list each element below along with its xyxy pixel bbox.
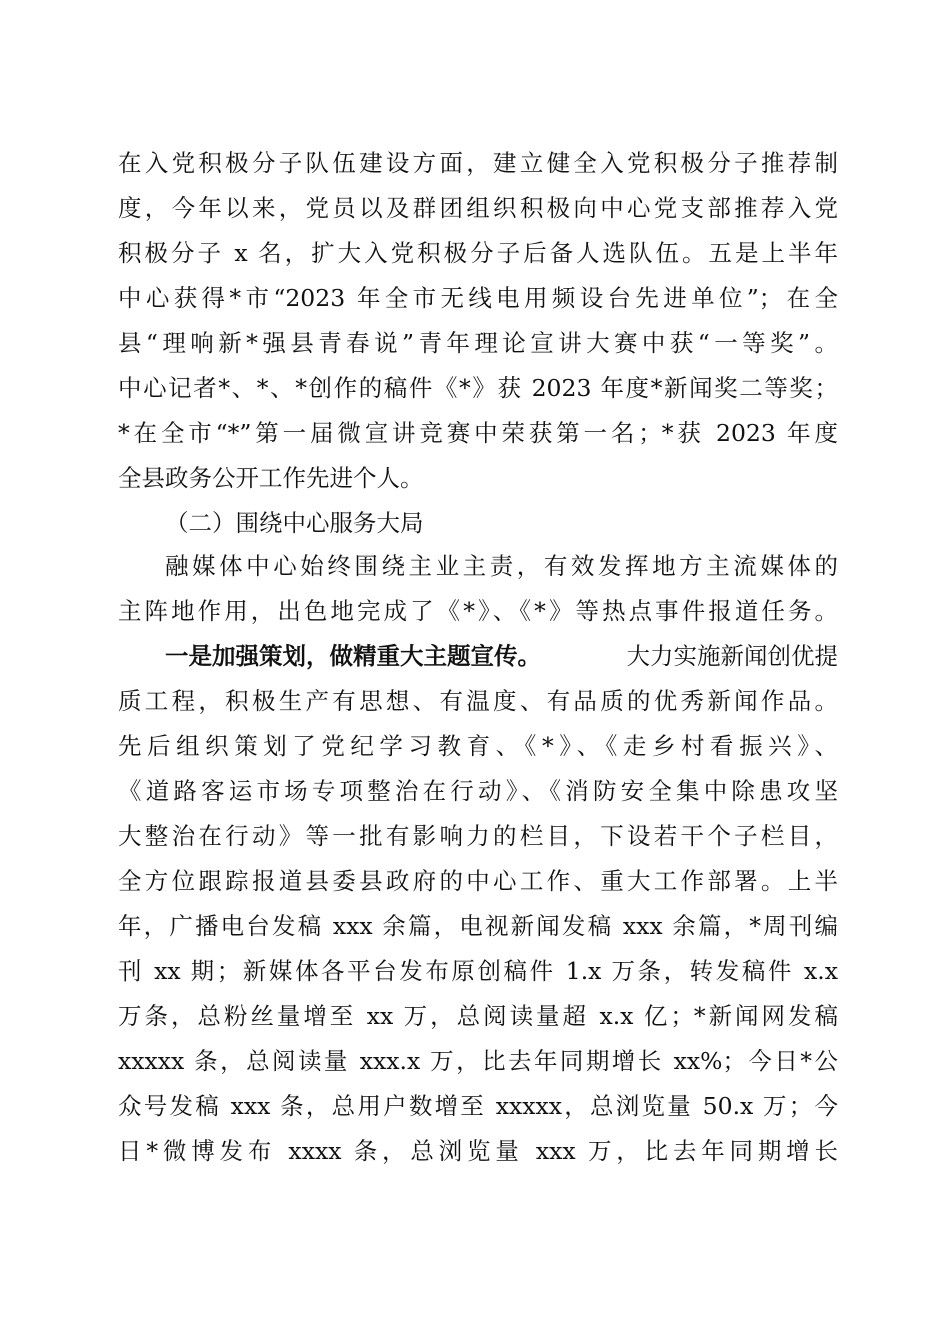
body-line: 全方位跟踪报道县委县政府的中心工作、重大工作部署。上半 [118, 867, 838, 895]
body-line: 在入党积极分子队伍建设方面，建立健全入党积极分子推荐制 [118, 149, 838, 177]
body-line: 度，今年以来，党员以及群团组织积极向中心党支部推荐入党 [118, 194, 838, 222]
body-line: 万条，总粉丝量增至 xx 万，总阅读量超 x.x 亿；*新闻网发稿 [118, 1002, 838, 1030]
body-text-fragment: 大力实施新闻创优提 [626, 642, 838, 670]
body-line: 中心记者*、*、*创作的稿件《*》获 2023 年度*新闻奖二等奖； [118, 374, 838, 402]
body-line: 《道路客运市场专项整治在行动》、《消防安全集中除患攻坚 [118, 777, 838, 805]
lead-sentence: 一是加强策划，做精重大主题宣传。 [165, 642, 541, 670]
body-line: 全县政务公开工作先进个人。 [118, 464, 424, 492]
body-line: 融媒体中心始终围绕主业主责，有效发挥地方主流媒体的 [165, 552, 838, 580]
body-line: *在全市“*”第一届微宣讲竞赛中荣获第一名；*获 2023 年度 [118, 419, 838, 447]
body-line-with-lead [165, 636, 838, 676]
body-line: 刊 xx 期；新媒体各平台发布原创稿件 1.x 万条，转发稿件 x.x [118, 957, 838, 985]
section-heading: （二）围绕中心服务大局 [165, 509, 424, 537]
body-line: 中心获得*市“2023 年全市无线电用频设台先进单位”；在全 [118, 284, 838, 312]
body-line: 县“理响新*强县青春说”青年理论宣讲大赛中获“一等奖”。 [118, 329, 838, 357]
body-line: 先后组织策划了党纪学习教育、《*》、《走乡村看振兴》、 [118, 732, 838, 760]
body-line: 日*微博发布 xxxx 条，总浏览量 xxx 万，比去年同期增长 [118, 1137, 838, 1165]
body-line: 大整治在行动》等一批有影响力的栏目，下设若干个子栏目， [118, 822, 838, 850]
body-line: 积极分子 x 名，扩大入党积极分子后备人选队伍。五是上半年 [118, 239, 838, 267]
body-line: xxxxx 条，总阅读量 xxx.x 万，比去年同期增长 xx%；今日*公 [118, 1047, 838, 1075]
body-line: 众号发稿 xxx 条，总用户数增至 xxxxx，总浏览量 50.x 万；今 [118, 1092, 838, 1120]
body-line: 主阵地作用，出色地完成了《*》、《*》等热点事件报道任务。 [118, 597, 838, 625]
body-line: 年，广播电台发稿 xxx 余篇，电视新闻发稿 xxx 余篇，*周刊编 [118, 912, 838, 940]
body-line: 质工程，积极生产有思想、有温度、有品质的优秀新闻作品。 [118, 687, 838, 715]
